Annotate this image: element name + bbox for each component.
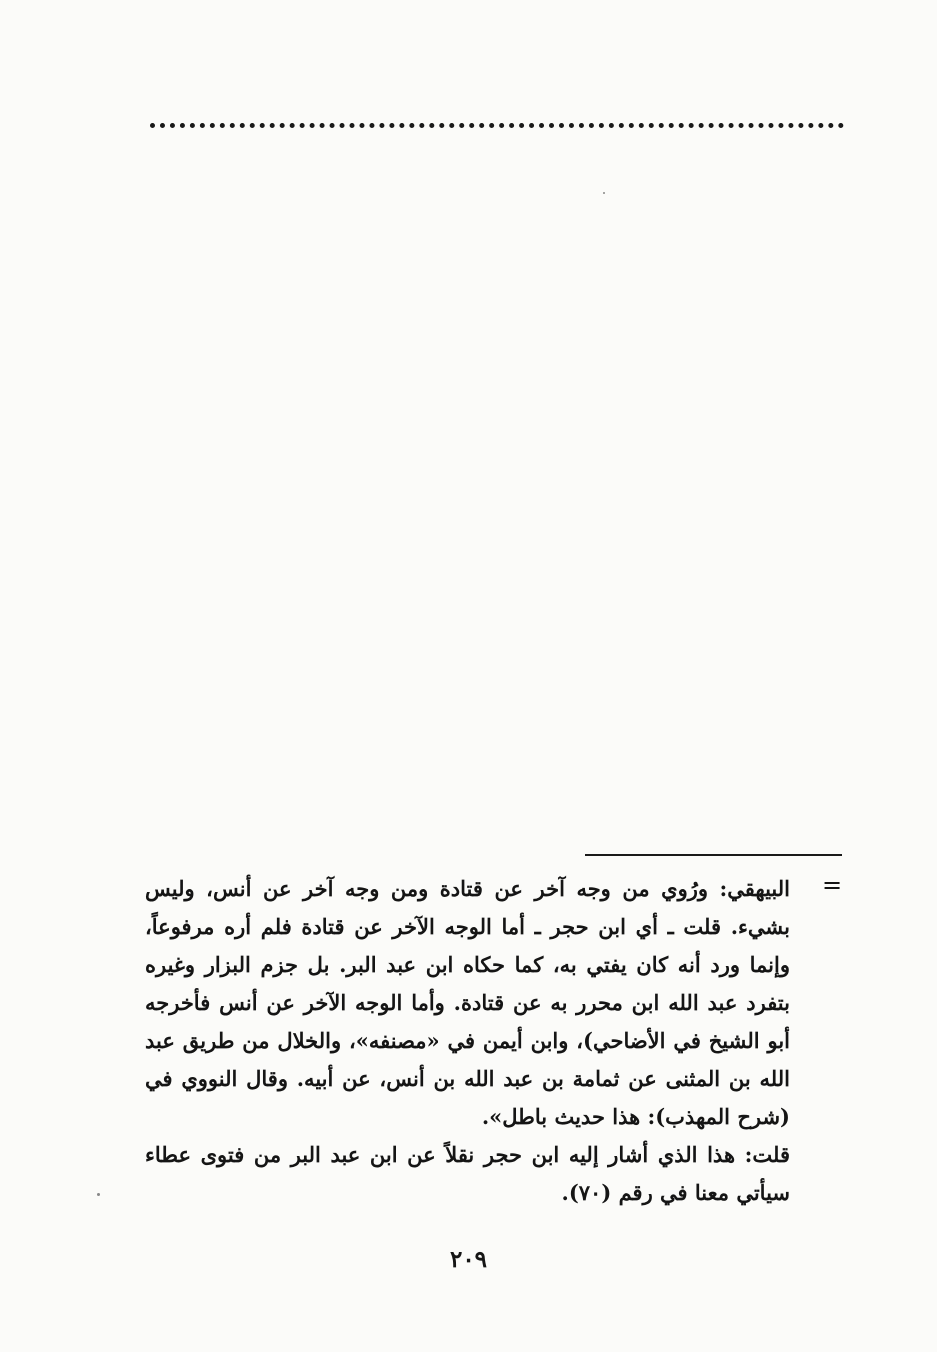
scan-speck (97, 1193, 100, 1196)
footnote-paragraph-2: قلت: هذا الذي أشار إليه ابن حجر نقلاً عن ابن عبد البر من فتوى عطاء سيأتي معنا في رقم (٧٠). (145, 1142, 790, 1205)
footnote-separator-rule (585, 854, 842, 856)
footnote-continuation-mark: = (822, 871, 843, 899)
header-dotted-rule (150, 118, 844, 128)
scan-speck (603, 192, 605, 194)
page-number: ٢٠٩ (449, 1246, 488, 1273)
footnote-block (145, 870, 790, 1212)
footnote-paragraph-1: البيهقي: ورُوي من وجه آخر عن قتادة ومن وجه آخر عن أنس، وليس بشيء. قلت ـ أي ابن حجر ـ أما الوجه الآخر عن قتادة فلم أره مرفوعاً، وإنما ورد أنه كان يفتي به، كما حكاه ابن عبد البر. بل جزم البزار وغيره بتفرد عبد الله ابن محرر به عن قتادة. وأما الوجه الآخر عن أنس فأخرجه أبو الشيخ في الأضاحي)، وابن أيمن في «مصنفه»، والخلال من طريق عبد الله بن المثنى عن ثمامة بن عبد الله بن أنس، عن أبيه. وقال النووي في (شرح المهذب): هذا حديث باطل». (145, 876, 790, 1129)
